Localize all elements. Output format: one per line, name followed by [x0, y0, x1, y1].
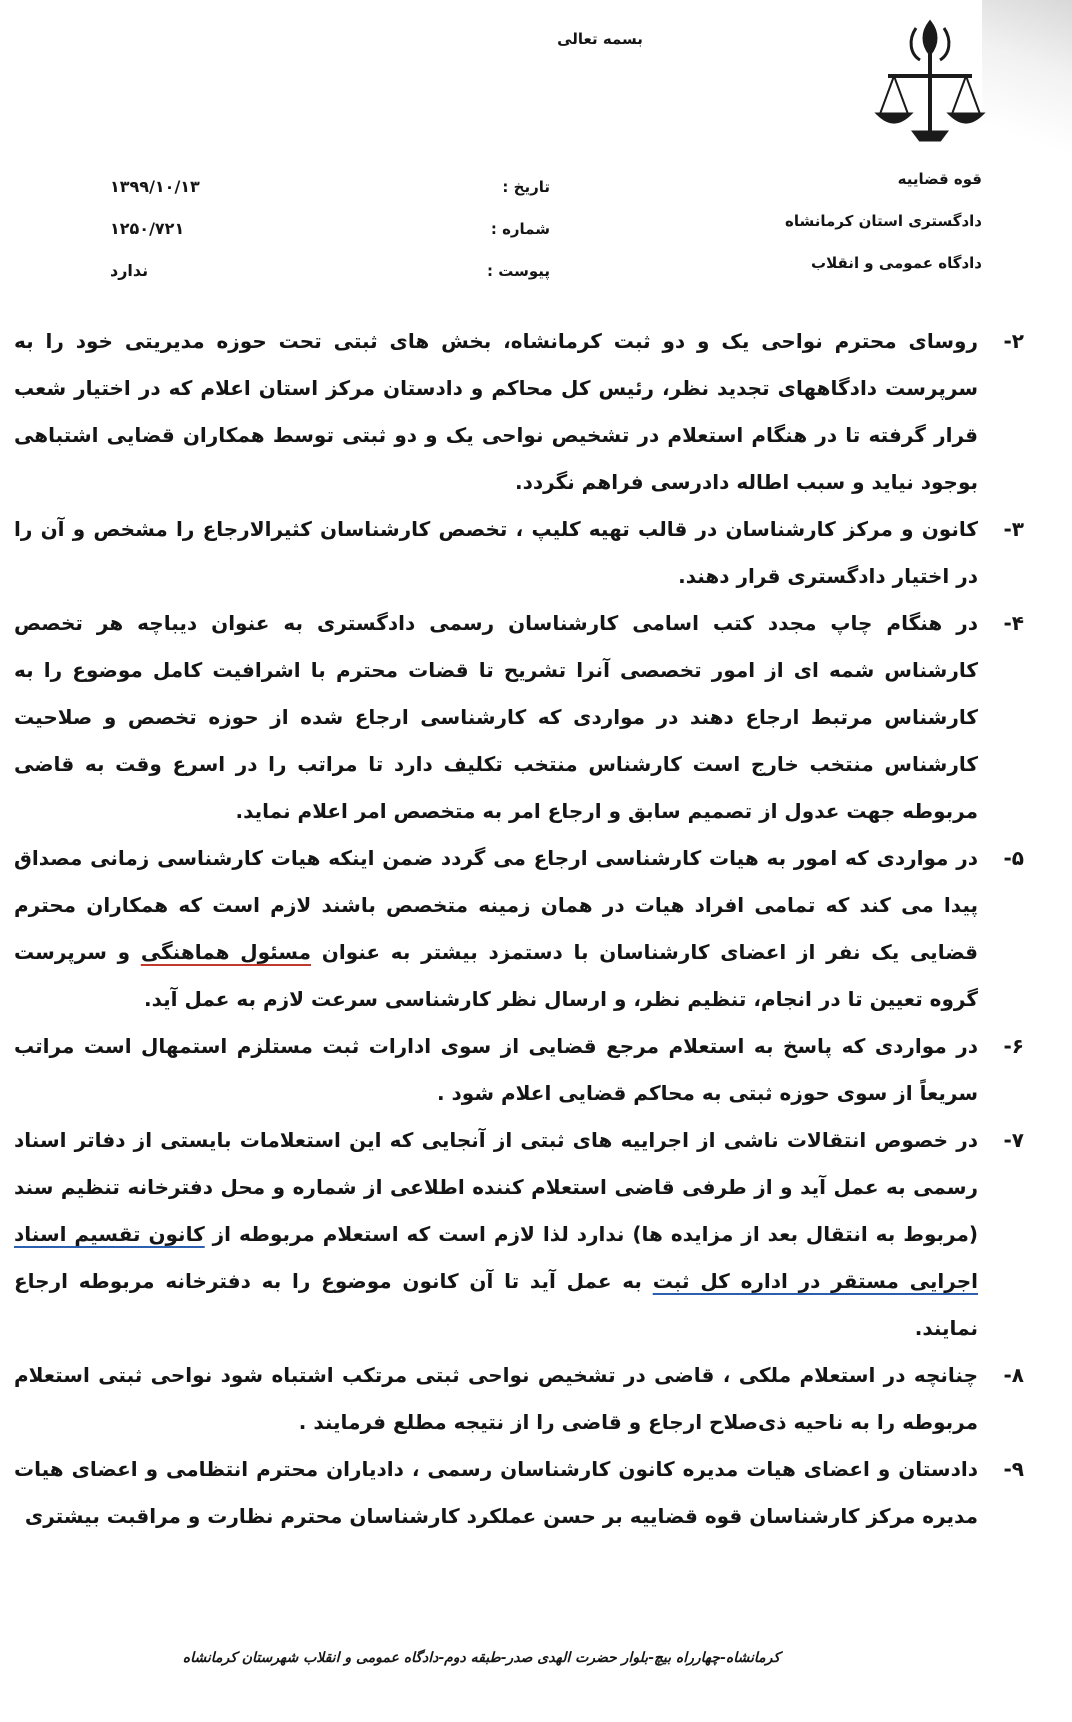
- item-text: [14, 835, 978, 1023]
- item-number: ۳-: [1003, 517, 1024, 541]
- letter-meta-values: [110, 166, 240, 292]
- date-label: تاریخ :: [502, 178, 550, 196]
- bismillah-heading: بسمه تعالی: [557, 30, 643, 48]
- list-item: [14, 506, 1024, 600]
- page-corner-shadow: [982, 0, 1072, 190]
- item-text-part: در خصوص انتقالات ناشی از اجراییه های ثبتی از آنجایی که این استعلامات بایستی از دفاتر اسناد رسمی به عمل آید و از طرفی قاضی استعلام کننده اطلاعی از شماره و محل دفترخانه تنظیم سند (مربوط به انتقال بعد از مزایده ها) ندارد لذا لازم است که استعلام مربوطه از: [14, 1128, 979, 1246]
- item-text: چنانچه در استعلام ملکی ، قاضی در تشخیص نواحی ثبتی مرتکب اشتباه شود نواحی ثبتی استعلام مربوطه را به ناحیه ذی‌صلاح ارجاع و قاضی را از نتیجه مطلع فرمایند .: [14, 1363, 978, 1434]
- number-value: ۱۲۵۰/۷۲۱: [110, 219, 185, 238]
- item-number: ۵-: [1003, 846, 1024, 870]
- item-number: ۴-: [1003, 611, 1024, 635]
- list-item: [14, 1023, 1024, 1117]
- list-item: [14, 1117, 1024, 1352]
- item-number: ۲-: [1003, 329, 1024, 353]
- item-text: [14, 1117, 978, 1352]
- item-number: ۶-: [1003, 1034, 1024, 1058]
- letter-meta-labels: [430, 166, 550, 292]
- underlined-phrase: مسئول هماهنگی: [140, 940, 312, 964]
- footer-address: کرمانشاه-چهارراه بیچ-بلوار حضرت الهدی صدر-طبقه دوم-دادگاه عمومی و انقلاب شهرستان کرمانشاه: [182, 1650, 780, 1666]
- date-value: ۱۳۹۹/۱۰/۱۳: [110, 177, 200, 196]
- attachment-label: پیوست :: [486, 262, 550, 280]
- list-item: [14, 835, 1024, 1023]
- item-text: دادستان و اعضای هیات مدیره کانون کارشناسان رسمی ، دادیاران محترم انتظامی و اعضای هیات مدیره مرکز کارشناسان قوه قضاییه بر حسن عملکرد کارشناسان محترم نظارت و مراقبت بیشتری: [14, 1457, 978, 1528]
- underlined-phrase: کانون تقسیم اسناد اجرایی مستقر در اداره کل ثبت: [14, 1222, 978, 1293]
- item-text: در مواردی که پاسخ به استعلام مرجع قضایی از سوی ادارات ثبت مستلزم استمهال است مراتب سریعاً از سوی حوزه ثبتی به محاکم قضایی اعلام شود .: [14, 1034, 978, 1105]
- list-item: [14, 318, 1024, 506]
- item-number: ۹-: [1003, 1457, 1024, 1481]
- number-label: شماره :: [490, 220, 550, 238]
- org-general-court: دادگاه عمومی و انقلاب: [811, 254, 982, 272]
- judiciary-emblem-icon: [870, 14, 990, 154]
- item-text: کانون و مرکز کارشناسان در قالب تهیه کلیپ ، تخصص کارشناسان کثیرالارجاع را مشخص و آن را در اختیار دادگستری قرار دهند.: [14, 517, 978, 588]
- list-item: [14, 600, 1024, 835]
- item-text: در هنگام چاپ مجدد کتب اسامی کارشناسان رسمی دادگستری به عنوان دیباچه هر تخصص کارشناس شمه ای از امور تخصصی آنرا تشریح تا قضات محترم با اشرافیت کامل موضوع را به کارشناس مرتبط ارجاع دهند در مواردی که کارشناسی ارجاع شده از حوزه تخصص و صلاحیت کارشناس منتخب خارج است کارشناس منتخب تکلیف دارد تا مراتب را در اسرع وقت به قاضی مربوطه جهت عدول از تصمیم سابق و ارجاع امر به متخصص امر اعلام نماید.: [14, 611, 978, 823]
- item-number: ۷-: [1003, 1128, 1024, 1152]
- org-judiciary: قوه قضاییه: [897, 170, 982, 188]
- item-text-part: به عمل آید تا آن کانون موضوع را به دفترخانه مربوطه ارجاع نمایند.: [14, 1269, 978, 1340]
- item-text: روسای محترم نواحی یک و دو ثبت کرمانشاه، بخش های ثبتی تحت حوزه مدیریتی خود را به سرپرست دادگاههای تجدید نظر، رئیس کل محاکم و دادستان مرکز استان اعلام که در اختیار شعب قرار گرفته تا در هنگام استعلام در تشخیص نواحی یک و دو ثبتی توسط همکاران قضایی اشتباهی بوجود نیاید و سبب اطاله دادرسی فراهم نگردد.: [14, 329, 978, 494]
- item-number: ۸-: [1003, 1363, 1024, 1387]
- list-item: [14, 1446, 1024, 1540]
- organization-header: [752, 158, 982, 284]
- list-item: [14, 1352, 1024, 1446]
- item-text-part: در مواردی که امور به هیات کارشناسی ارجاع می گردد ضمن اینکه هیات کارشناسی زمانی مصداق پیدا می کند که تمامی افراد هیات در همان زمینه متخصص باشند لازم است که همکاران محترم قضایی یک نفر از اعضای کارشناسان با دستمزد بیشتر به عنوان: [14, 846, 979, 964]
- attachment-value: ندارد: [110, 261, 149, 280]
- letter-body: [14, 318, 1024, 1540]
- item-text-part: و سرپرست گروه تعیین تا در انجام، تنظیم نظر، و ارسال نظر کارشناسی سرعت لازم به عمل آید.: [14, 940, 978, 1011]
- org-province-justice: دادگستری استان کرمانشاه: [785, 212, 982, 230]
